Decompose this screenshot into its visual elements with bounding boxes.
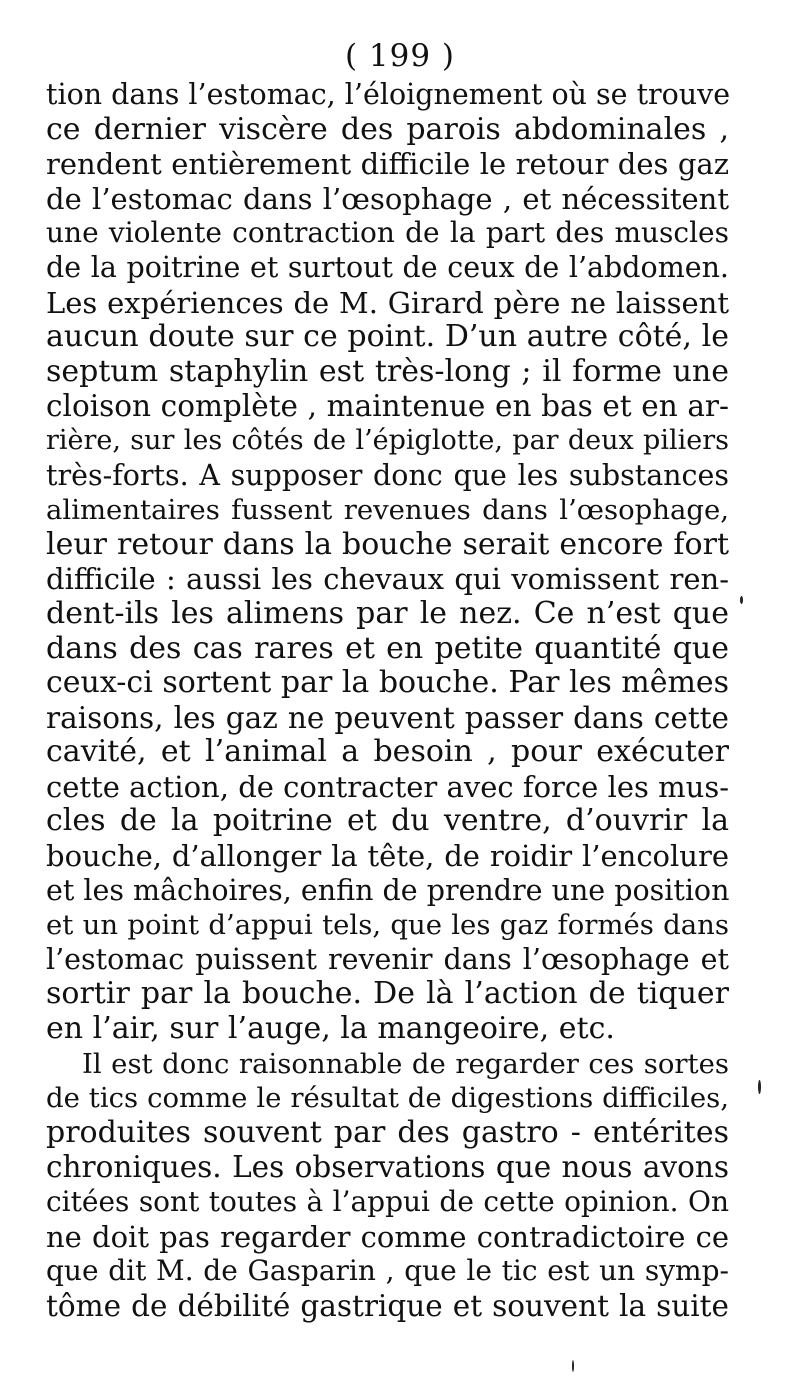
text-line: cles de la poitrine et du ventre, d’ouvrir la bbox=[46, 803, 729, 839]
text-line: de tics comme le résultat de digestions difficiles, bbox=[46, 1082, 729, 1115]
text-line: raisons, les gaz ne peuvent passer dans cette bbox=[46, 700, 729, 735]
ink-speck bbox=[572, 1360, 574, 1372]
text-line: septum staphylin est très-long ; il forme une bbox=[46, 353, 729, 389]
text-line: citées sont toutes à l’appui de cette opinion. On bbox=[46, 1185, 729, 1218]
text-line: Les expériences de M. Girard père ne laissent bbox=[46, 285, 729, 320]
paragraph-2 bbox=[46, 1047, 729, 1324]
ink-speck bbox=[758, 1080, 761, 1094]
page-number: ( 199 ) bbox=[344, 38, 456, 74]
text-line: produites souvent par des gastro - entérites bbox=[46, 1114, 729, 1150]
text-line: ce dernier viscère des parois abdominales , bbox=[46, 111, 729, 147]
text-line: cloison complète , maintenue en bas et en ar- bbox=[46, 389, 729, 424]
text-line: en l’air, sur l’auge, la mangeoire, etc. bbox=[46, 1011, 615, 1047]
text-line: dent-ils les alimens par le nez. Ce n’est que bbox=[46, 595, 729, 631]
text-line: Il est donc raisonnable de regarder ces sortes bbox=[82, 1047, 729, 1080]
text-line: rendent entièrement difficile le retour des gaz bbox=[46, 147, 729, 182]
text-line: tion dans l’estomac, l’éloignement où se trouve bbox=[46, 78, 731, 111]
text-line: dans des cas rares et en petite quantité que bbox=[46, 630, 729, 666]
text-line: bouche, d’allonger la tête, de roidir l’encolure bbox=[46, 839, 729, 874]
text-line: alimentaires fussent revenues dans l’œsophage, bbox=[46, 494, 729, 527]
paragraph-1 bbox=[46, 78, 729, 1047]
text-line: rière, sur les côtés de l’épiglotte, par deux piliers bbox=[46, 424, 729, 456]
text-line: cavité, et l’animal a besoin , pour exécuter bbox=[46, 734, 729, 770]
text-line: très-forts. A supposer donc que les substances bbox=[46, 458, 729, 492]
text-line: et un point d’appui tels, que les gaz formés dans bbox=[46, 909, 729, 942]
body-text bbox=[46, 78, 729, 1323]
text-line: une violente contraction de la part des muscles bbox=[46, 216, 729, 250]
text-line: de l’estomac dans l’œsophage , et nécessitent bbox=[46, 181, 729, 216]
text-line: difficile : aussi les chevaux qui vomissent ren- bbox=[46, 562, 729, 597]
text-line: leur retour dans la bouche serait encore fort bbox=[46, 526, 729, 562]
text-line: que dit M. de Gasparin , que le tic est un symp- bbox=[46, 1254, 729, 1288]
text-line: ne doit pas regarder comme contradictoire ce bbox=[46, 1219, 729, 1254]
ink-speck bbox=[740, 596, 743, 604]
text-line: cette action, de contracter avec force les mus- bbox=[46, 769, 729, 804]
text-line: tôme de débilité gastrique et souvent la suite bbox=[46, 1288, 729, 1323]
text-line: aucun doute sur ce point. D’un autre côté, le bbox=[46, 319, 729, 355]
text-line: chroniques. Les observations que nous avons bbox=[46, 1150, 729, 1185]
text-line: et les mâchoires, enfin de prendre une position bbox=[46, 873, 730, 907]
text-line: sortir par la bouche. De là l’action de tiquer bbox=[46, 976, 729, 1012]
text-line: ceux-ci sortent par la bouche. Par les mêmes bbox=[46, 665, 730, 701]
text-line: de la poitrine et surtout de ceux de l’abdomen. bbox=[46, 250, 729, 284]
text-line: l’estomac puissent revenir dans l’œsophage et bbox=[46, 942, 729, 976]
